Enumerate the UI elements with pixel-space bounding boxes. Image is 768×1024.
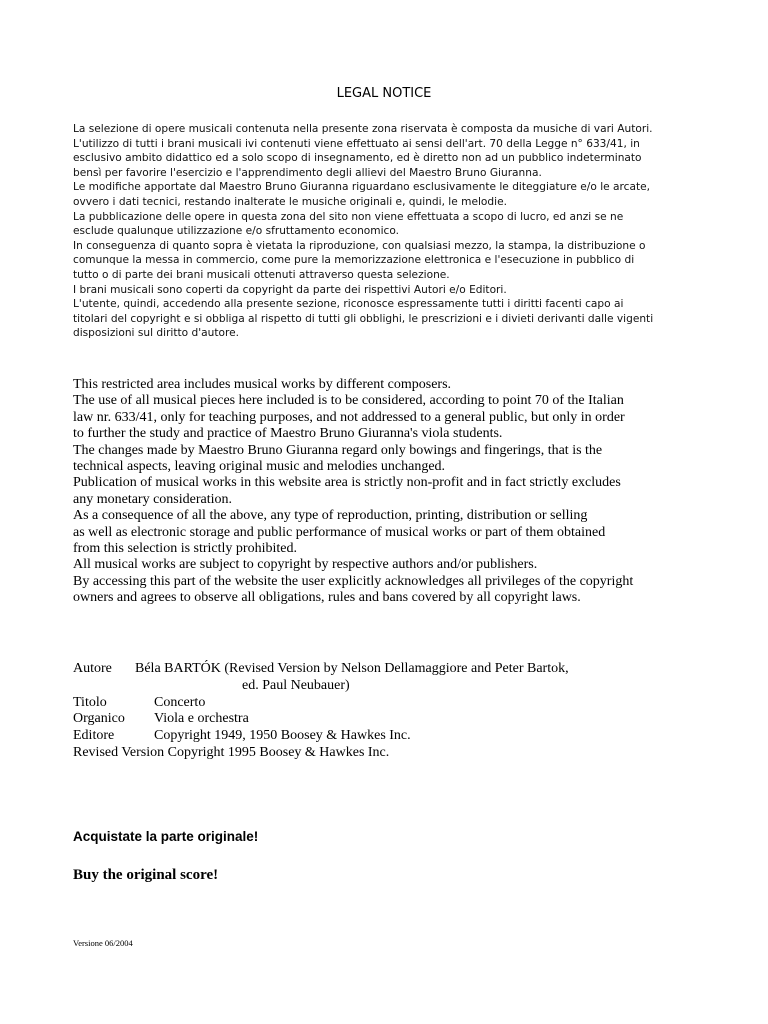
- english-line: The use of all musical pieces here included is to be considered, according to point 70 of the Italian: [73, 393, 624, 409]
- italian-line: In conseguenza di quanto sopra è vietata la riproduzione, con qualsiasi mezzo, la stampa, la distribuzione o: [73, 239, 646, 252]
- english-line: as well as electronic storage and public performance of musical works or part of them obtained: [73, 524, 606, 540]
- italian-line: esclude qualunque utilizzazione e/o sfruttamento economico.: [73, 225, 400, 238]
- editore-row: [73, 728, 713, 745]
- english-line: As a consequence of all the above, any type of reproduction, printing, distribution or selling: [73, 508, 588, 524]
- organico-label: Organico: [73, 711, 125, 727]
- italian-line: comunque la messa in commercio, come pure la memorizzazione elettronica e l'esecuzione in pubblico di: [73, 254, 635, 267]
- revised-copyright: Revised Version Copyright 1995 Boosey & Hawkes Inc.: [73, 744, 390, 760]
- titolo-row: [73, 695, 713, 712]
- autore-row: [73, 661, 713, 678]
- italian-line: bensì per favorire l'esercizio e l'apprendimento degli allievi del Maestro Bruno Giuranna.: [73, 166, 542, 179]
- english-line: owners and agrees to observe all obligations, rules and bans covered by all copyright laws.: [73, 590, 581, 606]
- work-metadata: [73, 661, 713, 762]
- italian-line: La selezione di opere musicali contenuta nella presente zona riservata è composta da musiche di vari Autori.: [73, 123, 653, 135]
- autore-label: Autore: [73, 661, 112, 676]
- english-line: The changes made by Maestro Bruno Giuranna regard only bowings and fingerings, that is the: [73, 442, 603, 458]
- editore-value: Copyright 1949, 1950 Boosey & Hawkes Inc.: [154, 728, 411, 744]
- italian-line: La pubblicazione delle opere in questa zona del sito non viene effettuata a scopo di lucro, ed anzi se ne: [73, 210, 624, 223]
- buy-original-italian: Acquistate la parte originale!: [73, 829, 259, 844]
- version-label: Versione 06/2004: [73, 938, 133, 948]
- buy-original-english: Buy the original score!: [73, 867, 219, 883]
- english-line: Publication of musical works in this website area is strictly non-profit and in fact strictly excludes: [73, 475, 621, 491]
- italian-line: L'utente, quindi, accedendo alla presente sezione, riconosce espressamente tutti i diritti facenti capo ai: [73, 298, 624, 311]
- italian-notice: [73, 122, 713, 341]
- autore-value-continued: ed. Paul Neubauer): [242, 677, 350, 693]
- italian-line: titolari del copyright e si obbliga al rispetto di tutti gli obblighi, le prescrizioni e i divieti derivanti dalle vigenti: [73, 312, 654, 325]
- titolo-value: Concerto: [154, 694, 206, 710]
- english-line: to further the study and practice of Maestro Bruno Giuranna's viola students.: [73, 426, 503, 442]
- revised-row: [73, 745, 713, 762]
- italian-line: I brani musicali sono coperti da copyright da parte dei rispettivi Autori e/o Editori.: [73, 283, 507, 296]
- english-line: All musical works are subject to copyright by respective authors and/or publishers.: [73, 557, 538, 573]
- italian-line: Le modifiche apportate dal Maestro Bruno Giuranna riguardano esclusivamente le diteggiature e/o le arcate,: [73, 181, 651, 194]
- organico-value: Viola e orchestra: [154, 711, 249, 727]
- english-notice: [73, 377, 713, 607]
- autore-value: Béla BARTÓK (Revised Version by Nelson Dellamaggiore and Peter Bartok,: [135, 661, 569, 676]
- titolo-label: Titolo: [73, 694, 107, 710]
- english-line: By accessing this part of the website the user explicitly acknowledges all privileges of the copyright: [73, 573, 634, 589]
- editore-label: Editore: [73, 728, 115, 744]
- english-line: from this selection is strictly prohibited.: [73, 541, 297, 557]
- page-title: LEGAL NOTICE: [336, 86, 432, 101]
- italian-line: esclusivo ambito didattico ed a solo scopo di insegnamento, ed è diretto non ad un pubblico indeterminato: [73, 152, 642, 165]
- italian-line: L'utilizzo di tutti i brani musicali ivi contenuti viene effettuato ai sensi dell'art. 70 della Legge n° 633/41, in: [73, 137, 640, 150]
- italian-line: ovvero i dati tecnici, restando inalterate le musiche originali e, quindi, le melodie.: [73, 195, 507, 208]
- english-line: any monetary consideration.: [73, 491, 233, 507]
- italian-line: disposizioni sul diritto d'autore.: [73, 327, 240, 340]
- autore-row-continued: [73, 678, 713, 695]
- italian-line: tutto o di parte dei brani musicali ottenuti attraverso questa selezione.: [73, 268, 450, 281]
- organico-row: [73, 711, 713, 728]
- english-line: technical aspects, leaving original music and melodies unchanged.: [73, 459, 446, 475]
- english-line: This restricted area includes musical works by different composers.: [73, 377, 452, 392]
- english-line: law nr. 633/41, only for teaching purposes, and not addressed to a general public, but only in order: [73, 409, 625, 425]
